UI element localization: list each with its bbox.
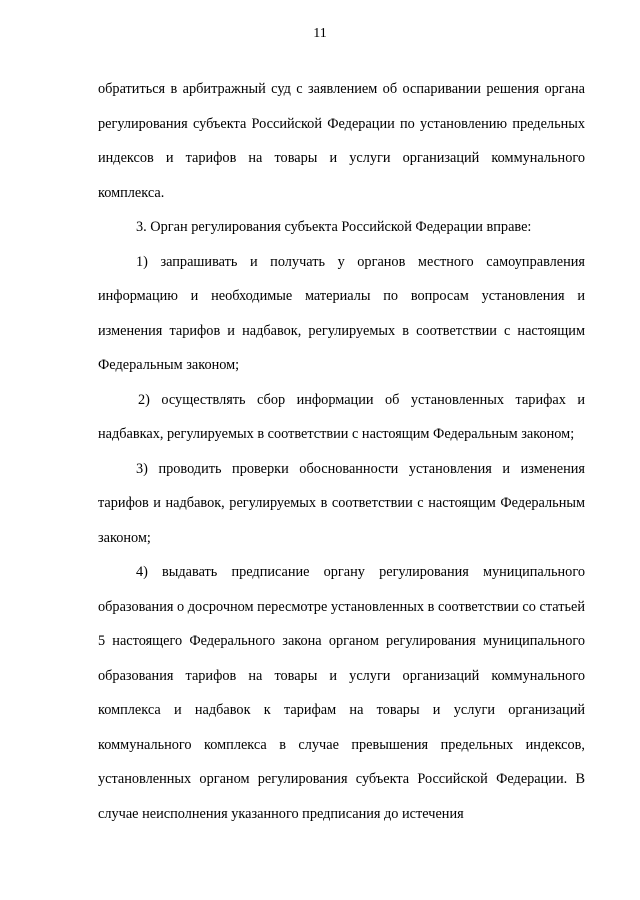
page-number: 11 (313, 26, 327, 41)
paragraph-item-1: 1) запрашивать и получать у органов местного самоуправления информацию и необходимые материалы по вопросам установления и изменения тарифов и надбавок, регулируемых в соответствии с настоящим Федеральным законом; (98, 253, 585, 373)
paragraph-item-3: 3) проводить проверки обоснованности установления и изменения тарифов и надбавок, регулируемых в соответствии с настоящим Федеральным законом; (98, 460, 585, 546)
paragraph-item-2: 2) осуществлять сбор информации об установленных тарифах и надбавках, регулируемых в соответствии с настоящим Федеральным законом; (98, 391, 585, 442)
paragraph-item-4: 4) выдавать предписание органу регулирования муниципального образования о досрочном пересмотре установленных в соответствии со статьей 5 настоящего Федерального закона органом регулирования муниципального образования тарифов на товары и услуги организаций коммунального комплекса и надбавок к тарифам на товары и услуги организаций коммунального комплекса в случае превышения предельных индексов, установленных органом регулирования субъекта Российской Федерации. В случае неисполнения указанного предписания до истечения (98, 564, 585, 822)
paragraph-continuation: обратиться в арбитражный суд с заявлением об оспаривании решения органа регулирования субъекта Российской Федерации по установлению предельных индексов и тарифов на товары и услуги организаций коммунального комплекса. (98, 81, 585, 201)
document-body (98, 72, 585, 831)
paragraph-clause-3: 3. Орган регулирования субъекта Российской Федерации вправе: (136, 219, 532, 235)
